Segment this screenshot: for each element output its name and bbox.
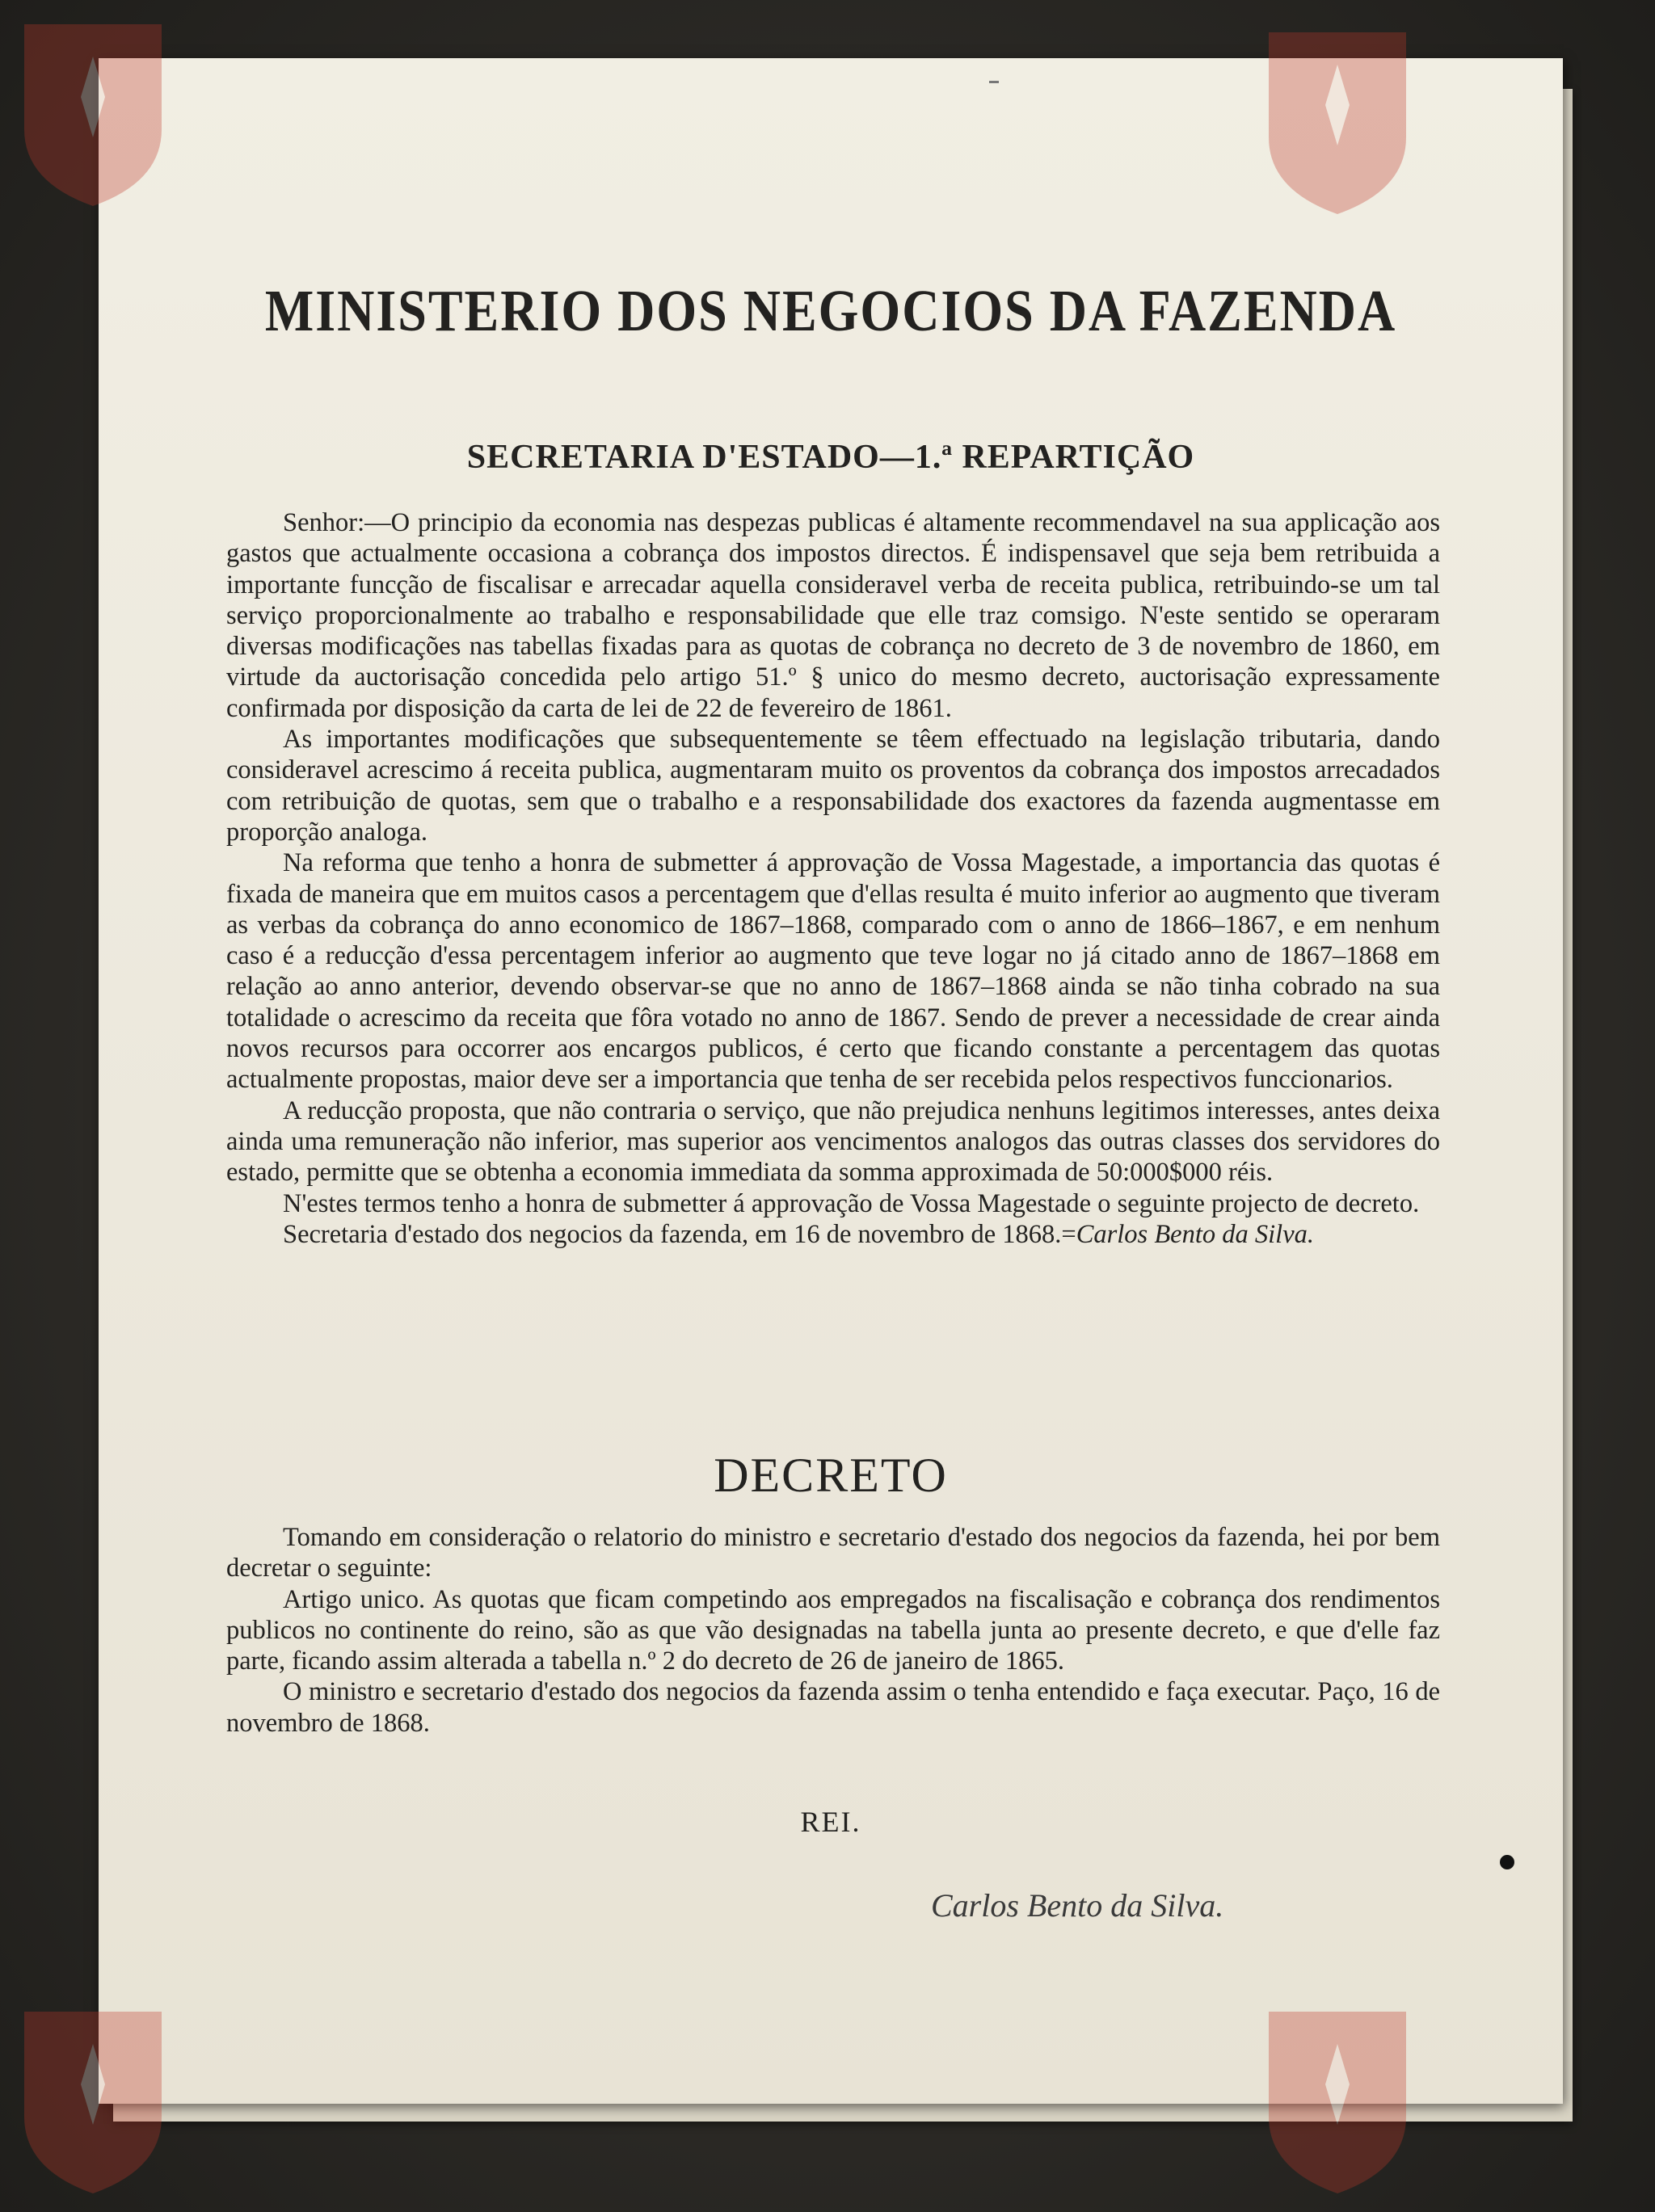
- document-page: [99, 58, 1563, 2104]
- report-body: [226, 507, 1440, 1250]
- watermark-seal-icon: [1261, 1995, 1414, 2197]
- document-title: MINISTERIO DOS NEGOCIOS DA FAZENDA: [264, 277, 1397, 344]
- paragraph: As importantes modificações que subsequentemente se têem effectuado na legislação tributaria, dando consideravel acrescimo á receita publica, augmentaram muito os proventos da cobrança dos impostos arrecadados com retribuição de quotas, sem que o trabalho e a responsabilidade dos exactores da fazenda augmentasse em proporção analoga.: [226, 725, 1440, 847]
- document-subtitle: SECRETARIA D'ESTADO—1.ª REPARTIÇÃO: [466, 439, 1195, 476]
- paper-mark: [989, 81, 999, 83]
- closing-signature: Carlos Bento da Silva.: [1076, 1219, 1314, 1249]
- decree-heading: DECRETO: [714, 1449, 948, 1502]
- paragraph: Senhor:—O principio da economia nas despezas publicas é altamente recommendavel na sua applicação aos gastos que actualmente occasiona a cobrança dos impostos directos. É indispensavel que seja bem retribuida a importante funcção de fiscalisar e arrecadar aquella consideravel verba de receita publica, retribuindo-se um tal serviço proporcionalmente ao trabalho e responsabilidade que elle traz comsigo. N'este sentido se operaram diversas modificações nas tabellas fixadas para as quotas de cobrança no decreto de 3 de novembro de 1860, em virtude da auctorisação concedida pelo artigo 51.º § unico do mesmo decreto, auctorisação expressamente confirmada por disposição da carta de lei de 22 de fevereiro de 1861.: [226, 508, 1440, 723]
- decree-paragraph: O ministro e secretario d'estado dos negocios da fazenda assim o tenha entendido e faça executar. Paço, 16 de novembro de 1868.: [226, 1677, 1440, 1738]
- signature-text: Carlos Bento da Silva.: [931, 1887, 1224, 1924]
- paragraph: N'estes termos tenho a honra de submetter á approvação de Vossa Magestade o seguinte projecto de decreto.: [283, 1188, 1420, 1218]
- closing-paragraph: [226, 1219, 1440, 1250]
- paragraph: Na reforma que tenho a honra de submetter á approvação de Vossa Magestade, a importancia das quotas é fixada de maneira que em muitos casos a percentagem que d'ellas resulta é muito inferior ao augmento que tiveram as verbas da cobrança do anno economico de 1867–1868, comparado com o anno de 1866–1867, e em nenhum caso é a reducção d'essa percentagem inferior ao augmento que teve logar no já citado anno de 1867–1868 em relação ao anno anterior, devendo observar-se que no anno de 1867–1868 ainda se não tinha cobrado na sua totalidade o acrescimo da receita que fôra votado no anno de 1867. Sendo de prever a necessidade de crear ainda novos recursos para occorrer aos encargos publicos, é certo que ficando constante a percentagem das quotas actualmente propostas, maior deve ser a importancia que tenha de ser recebida pelos respectivos funccionarios.: [226, 848, 1440, 1095]
- king-signature: REI.: [800, 1806, 861, 1838]
- handwritten-signature: [931, 1881, 1335, 1929]
- signature-image: [931, 1881, 1335, 1929]
- watermark-seal-icon: [16, 8, 170, 210]
- paragraph: A reducção proposta, que não contraria o serviço, que não prejudica nenhuns legitimos interesses, antes deixa ainda uma remuneração não inferior, mas superior aos vencimentos analogos das outras classes dos servidores do estado, permitte que se obtenha a economia immediata da somma approximada de 50:000$000 réis.: [226, 1095, 1440, 1188]
- watermark-seal-icon: [16, 1995, 170, 2197]
- ink-dot: [1500, 1855, 1514, 1869]
- decree-paragraph: Artigo unico. As quotas que ficam competindo aos empregados na fiscalisação e cobrança dos rendimentos publicos no continente do reino, são as que vão designadas na tabella junta ao presente decreto, e que d'elle faz parte, ficando assim alterada a tabella n.º 2 do decreto de 26 de janeiro de 1865.: [226, 1584, 1440, 1676]
- watermark-seal-icon: [1261, 16, 1414, 218]
- closing-line: Secretaria d'estado dos negocios da fazenda, em 16 de novembro de 1868.=: [283, 1219, 1076, 1249]
- decree-body: [226, 1522, 1440, 1739]
- decree-paragraph: Tomando em consideração o relatorio do ministro e secretario d'estado dos negocios da fazenda, hei por bem decretar o seguinte:: [226, 1523, 1440, 1583]
